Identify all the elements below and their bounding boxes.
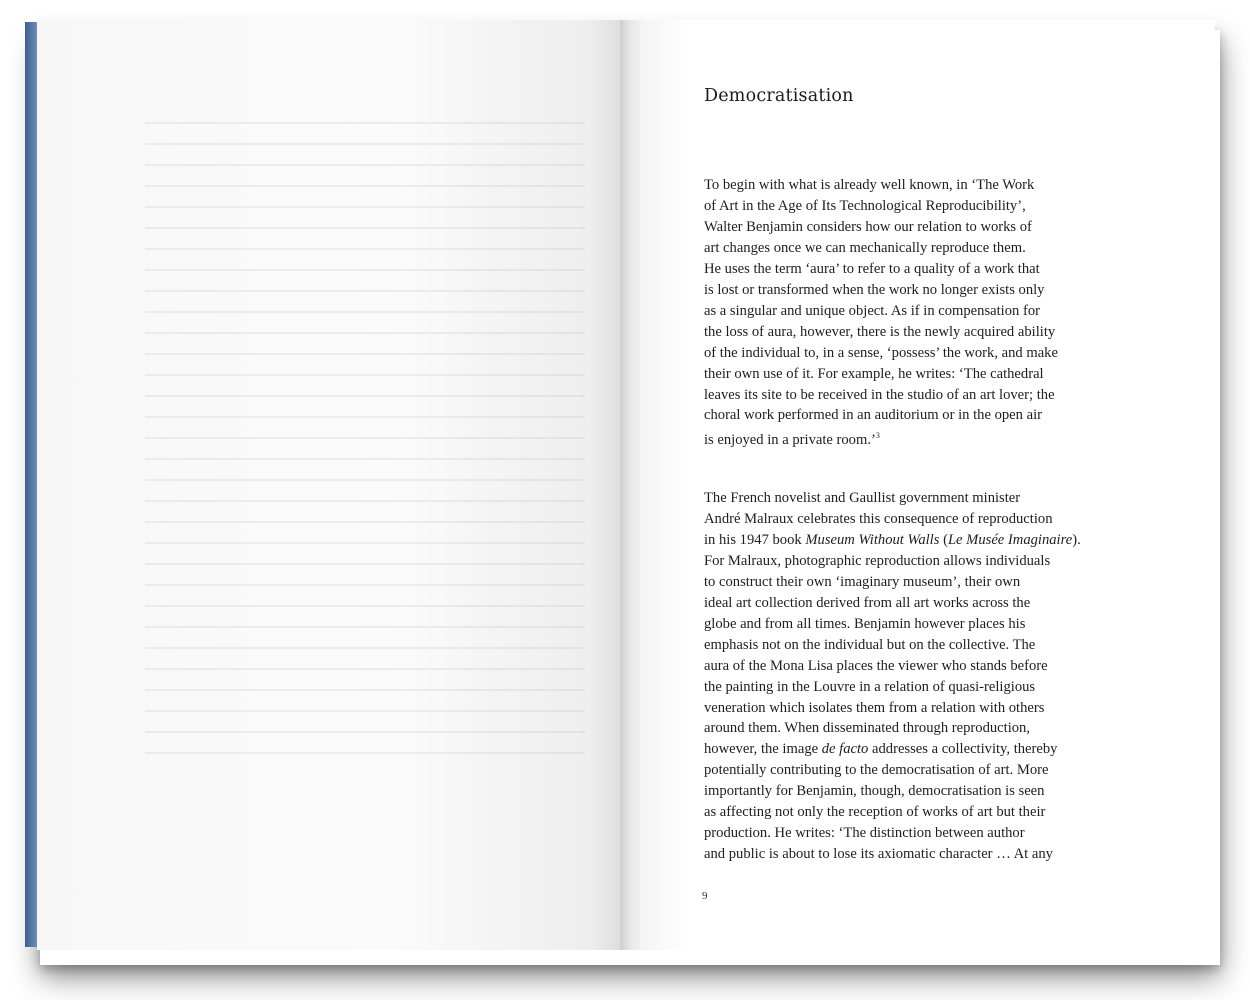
text-line: in his 1947 book Museum Without Walls (Le Musée Imaginaire). bbox=[704, 531, 1081, 548]
text-line: André Malraux celebrates this consequence of reproduction bbox=[704, 510, 1053, 527]
section-heading: Democratisation bbox=[704, 86, 854, 106]
text-line: He uses the term ‘aura’ to refer to a quality of a work that bbox=[704, 260, 1040, 277]
text-line: of Art in the Age of Its Technological Reproducibility’, bbox=[704, 197, 1026, 214]
text-line: as affecting not only the reception of works of art but their bbox=[704, 804, 1046, 821]
text-line: the painting in the Louvre in a relation of quasi-religious bbox=[704, 678, 1036, 695]
text-line: is lost or transformed when the work no longer exists only bbox=[704, 281, 1045, 298]
book-title-french-italic: Le Musée Imaginaire bbox=[947, 531, 1073, 548]
text-line: To begin with what is already well known, in ‘The Work bbox=[704, 177, 1035, 193]
text-line: choral work performed in an auditorium or in the open air bbox=[704, 407, 1042, 424]
text-line: importantly for Benjamin, though, democratisation is seen bbox=[704, 783, 1045, 800]
footnote-marker: 3 bbox=[875, 431, 880, 441]
text-line: For Malraux, photographic reproduction allows individuals bbox=[704, 552, 1051, 569]
text-line: veneration which isolates them from a relation with others bbox=[704, 699, 1045, 716]
text-line: emphasis not on the individual but on the collective. The bbox=[704, 636, 1036, 653]
paragraph-2 bbox=[704, 488, 1134, 865]
text-line: around them. When disseminated through reproduction, bbox=[704, 720, 1030, 737]
text-line: art changes once we can mechanically reproduce them. bbox=[704, 239, 1026, 256]
page-number: 9 bbox=[702, 890, 708, 902]
text-line: globe and from all times. Benjamin however places his bbox=[704, 615, 1026, 632]
text-line: production. He writes: ‘The distinction between author bbox=[704, 825, 1025, 842]
text-line: Walter Benjamin considers how our relation to works of bbox=[704, 218, 1032, 235]
text-line: however, the image de facto addresses a collectivity, thereby bbox=[704, 741, 1058, 758]
paragraph-1 bbox=[704, 175, 1134, 451]
text-line: their own use of it. For example, he writes: ‘The cathedral bbox=[704, 365, 1044, 382]
text-line: is enjoyed in a private room.’$^3$ bbox=[704, 431, 880, 449]
text-line: potentially contributing to the democratisation of art. More bbox=[704, 762, 1049, 779]
show-through-text bbox=[145, 110, 585, 770]
text-line: as a singular and unique object. As if in compensation for bbox=[704, 302, 1040, 319]
text-line: ideal art collection derived from all art works across the bbox=[704, 594, 1031, 611]
text-line: and public is about to lose its axiomatic character … At any bbox=[704, 846, 1053, 863]
latin-phrase-italic: de facto bbox=[821, 741, 869, 758]
right-page bbox=[640, 20, 1215, 950]
book-title-italic: Museum Without Walls bbox=[805, 531, 940, 548]
text-line: aura of the Mona Lisa places the viewer who stands before bbox=[704, 657, 1048, 674]
text-line: to construct their own ‘imaginary museum’, their own bbox=[704, 573, 1021, 590]
book-cover-edge bbox=[25, 22, 37, 947]
text-line: leaves its site to be received in the studio of an art lover; the bbox=[704, 386, 1055, 403]
text-line: the loss of aura, however, there is the newly acquired ability bbox=[704, 323, 1056, 340]
left-page bbox=[37, 20, 625, 950]
text-line: of the individual to, in a sense, ‘possess’ the work, and make bbox=[704, 344, 1058, 361]
text-line: The French novelist and Gaullist government minister bbox=[704, 490, 1021, 506]
